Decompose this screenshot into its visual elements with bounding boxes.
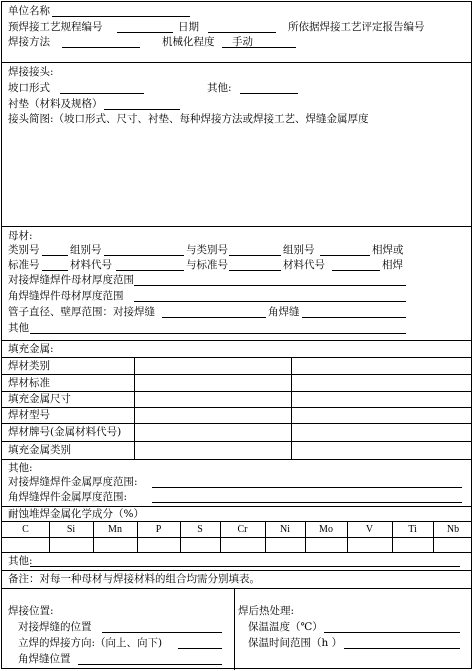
pwht-time-field[interactable] <box>344 648 460 649</box>
chemistry-other-label: 其他: <box>8 555 33 567</box>
butt-thickness-field[interactable] <box>134 285 406 286</box>
grid-line <box>2 407 471 408</box>
group-no-field[interactable] <box>104 255 184 256</box>
base-metal-title: 母材: <box>8 230 33 242</box>
position-title: 焊接位置: <box>8 605 54 617</box>
joint-sketch-area[interactable] <box>2 128 471 226</box>
process-label: 焊接方法 <box>8 36 50 48</box>
filler-row-label: 填充金属尺寸 <box>8 393 71 405</box>
grid-line <box>234 588 235 670</box>
filler-fillet-label: 角焊缝焊件金属厚度范围: <box>8 491 128 503</box>
grid-line <box>305 521 306 552</box>
joint-sketch-label: 接头简图:（坡口形式、尺寸、衬垫、每种焊接方法或焊接工艺、焊缝金属厚度 <box>8 113 369 125</box>
with-group-no-label: 组别号 <box>283 244 315 256</box>
grid-line <box>2 506 471 507</box>
filler-row-label: 焊材标准 <box>8 377 50 389</box>
base-other-label: 其他 <box>8 322 29 334</box>
fillet-thickness-label: 角焊缝焊件母材厚度范围 <box>8 290 124 302</box>
grid-line <box>2 441 471 442</box>
weld-label: 相焊 <box>382 259 403 271</box>
with-category-no-field[interactable] <box>229 255 281 256</box>
fillet-position-field[interactable] <box>78 664 222 665</box>
grid-line <box>93 521 94 552</box>
standard-no-label: 标准号 <box>8 259 40 271</box>
grid-line <box>2 459 471 460</box>
with-category-no-label: 与类别号 <box>186 244 228 256</box>
grid-line <box>137 521 138 552</box>
chemistry-title: 耐蚀堆焊金属化学成分（%） <box>8 508 144 520</box>
grid-line <box>392 521 393 552</box>
with-group-no-field[interactable] <box>320 255 370 256</box>
groove-field[interactable] <box>60 93 144 94</box>
filler-row-label: 焊材型号 <box>8 409 50 421</box>
backing-field[interactable] <box>104 109 180 110</box>
date-label: 日期 <box>178 21 199 33</box>
base-other-field[interactable] <box>30 333 406 334</box>
unit-name-field[interactable] <box>52 16 190 17</box>
element-nb: Nb <box>446 524 460 535</box>
unit-name-label: 单位名称 <box>8 5 50 17</box>
element-mn: Mn <box>108 524 122 535</box>
grid-line <box>2 423 471 424</box>
material-code-label: 材料代号 <box>70 259 112 271</box>
element-si: Si <box>66 524 76 535</box>
grid-line <box>180 521 181 552</box>
grid-line <box>2 357 471 358</box>
pwps-no-label: 预焊接工艺规程编号 <box>8 21 103 33</box>
with-standard-no-label: 与标准号 <box>186 259 228 271</box>
divider <box>2 62 471 63</box>
element-v: V <box>365 524 374 535</box>
filler-butt-field[interactable] <box>152 487 462 488</box>
grid-line <box>134 357 135 459</box>
filler-butt-label: 对接焊缝焊件金属厚度范围: <box>8 476 138 488</box>
mechanization-field[interactable] <box>222 47 296 48</box>
filler-other-label: 其他: <box>8 462 33 474</box>
material-code-field[interactable] <box>116 270 184 271</box>
pwht-temp-field[interactable] <box>324 632 460 633</box>
filler-row-label: 焊材类别 <box>8 360 50 372</box>
grid-line <box>2 537 471 538</box>
pwps-no-field[interactable] <box>117 32 173 33</box>
pipe-fillet-field[interactable] <box>302 317 406 318</box>
pwht-time-label: 保温时间范围（h ） <box>248 637 343 649</box>
note-text: 备注：对每一种母材与焊接材料的组合均需分别填表。 <box>8 573 260 585</box>
grid-line <box>291 357 292 459</box>
element-ti: Ti <box>408 524 417 535</box>
joint-other-field[interactable] <box>240 93 298 94</box>
mechanization-label: 机械化程度 <box>162 36 215 48</box>
mechanization-value: 手动 <box>232 36 253 48</box>
vertical-direction-label: 立焊的焊接方向:（向上、向下) <box>18 637 163 649</box>
filler-title: 填充金属: <box>8 343 54 355</box>
grid-line <box>2 570 471 571</box>
divider <box>2 340 471 341</box>
pipe-range-label: 管子直径、壁厚范围：对接焊缝 <box>8 306 155 318</box>
joint-other-label: 其他: <box>207 82 232 94</box>
grid-line <box>2 588 471 589</box>
fillet-thickness-field[interactable] <box>134 301 406 302</box>
backing-label: 衬垫（材料及规格） <box>8 98 103 110</box>
element-ni: Ni <box>280 524 290 535</box>
welding-procedure-form <box>1 1 472 669</box>
grid-line <box>2 374 471 375</box>
pwht-temp-label: 保温温度（℃） <box>248 621 323 633</box>
with-material-code-label: 材料代号 <box>283 259 325 271</box>
butt-position-label: 对接焊缝的位置 <box>18 621 92 633</box>
butt-position-field[interactable] <box>102 632 222 633</box>
divider <box>2 226 471 227</box>
filler-fillet-field[interactable] <box>152 502 462 503</box>
grid-line <box>220 521 221 552</box>
pqr-no-label: 所依据焊接工艺评定报告编号 <box>288 21 425 33</box>
joint-title: 焊接接头: <box>8 66 54 78</box>
process-field[interactable] <box>62 47 140 48</box>
grid-line <box>2 552 471 553</box>
date-field[interactable] <box>208 32 276 33</box>
group-no-label: 组别号 <box>70 244 102 256</box>
category-no-label: 类别号 <box>8 244 40 256</box>
weld-to-label: 相焊或 <box>372 244 404 256</box>
with-material-code-field[interactable] <box>332 270 380 271</box>
element-mo: Mo <box>319 524 333 535</box>
fillet-position-label: 角焊缝位置 <box>18 653 71 665</box>
chemistry-other-field[interactable] <box>30 566 460 567</box>
category-no-field[interactable] <box>42 255 68 256</box>
grid-line <box>347 521 348 552</box>
element-c: C <box>22 524 29 535</box>
vertical-direction-field[interactable] <box>178 648 222 649</box>
grid-line <box>49 521 50 552</box>
grid-line <box>433 521 434 552</box>
grid-line <box>265 521 266 552</box>
grid-line <box>2 521 471 522</box>
pipe-butt-field[interactable] <box>162 317 266 318</box>
butt-thickness-label: 对接焊缝焊件母材厚度范围 <box>8 274 134 286</box>
filler-row-label: 填充金属类别 <box>8 444 71 456</box>
standard-no-field[interactable] <box>42 270 68 271</box>
with-standard-no-field[interactable] <box>229 270 281 271</box>
pwht-title: 焊后热处理: <box>238 605 295 617</box>
element-p: P <box>155 524 162 535</box>
grid-line <box>2 391 471 392</box>
filler-row-label: 焊材牌号(金属材料代号) <box>8 426 122 438</box>
groove-label: 坡口形式 <box>8 82 50 94</box>
pipe-fillet-label: 角焊缝 <box>268 306 300 318</box>
element-s: S <box>197 524 203 535</box>
element-cr: Cr <box>237 524 248 535</box>
